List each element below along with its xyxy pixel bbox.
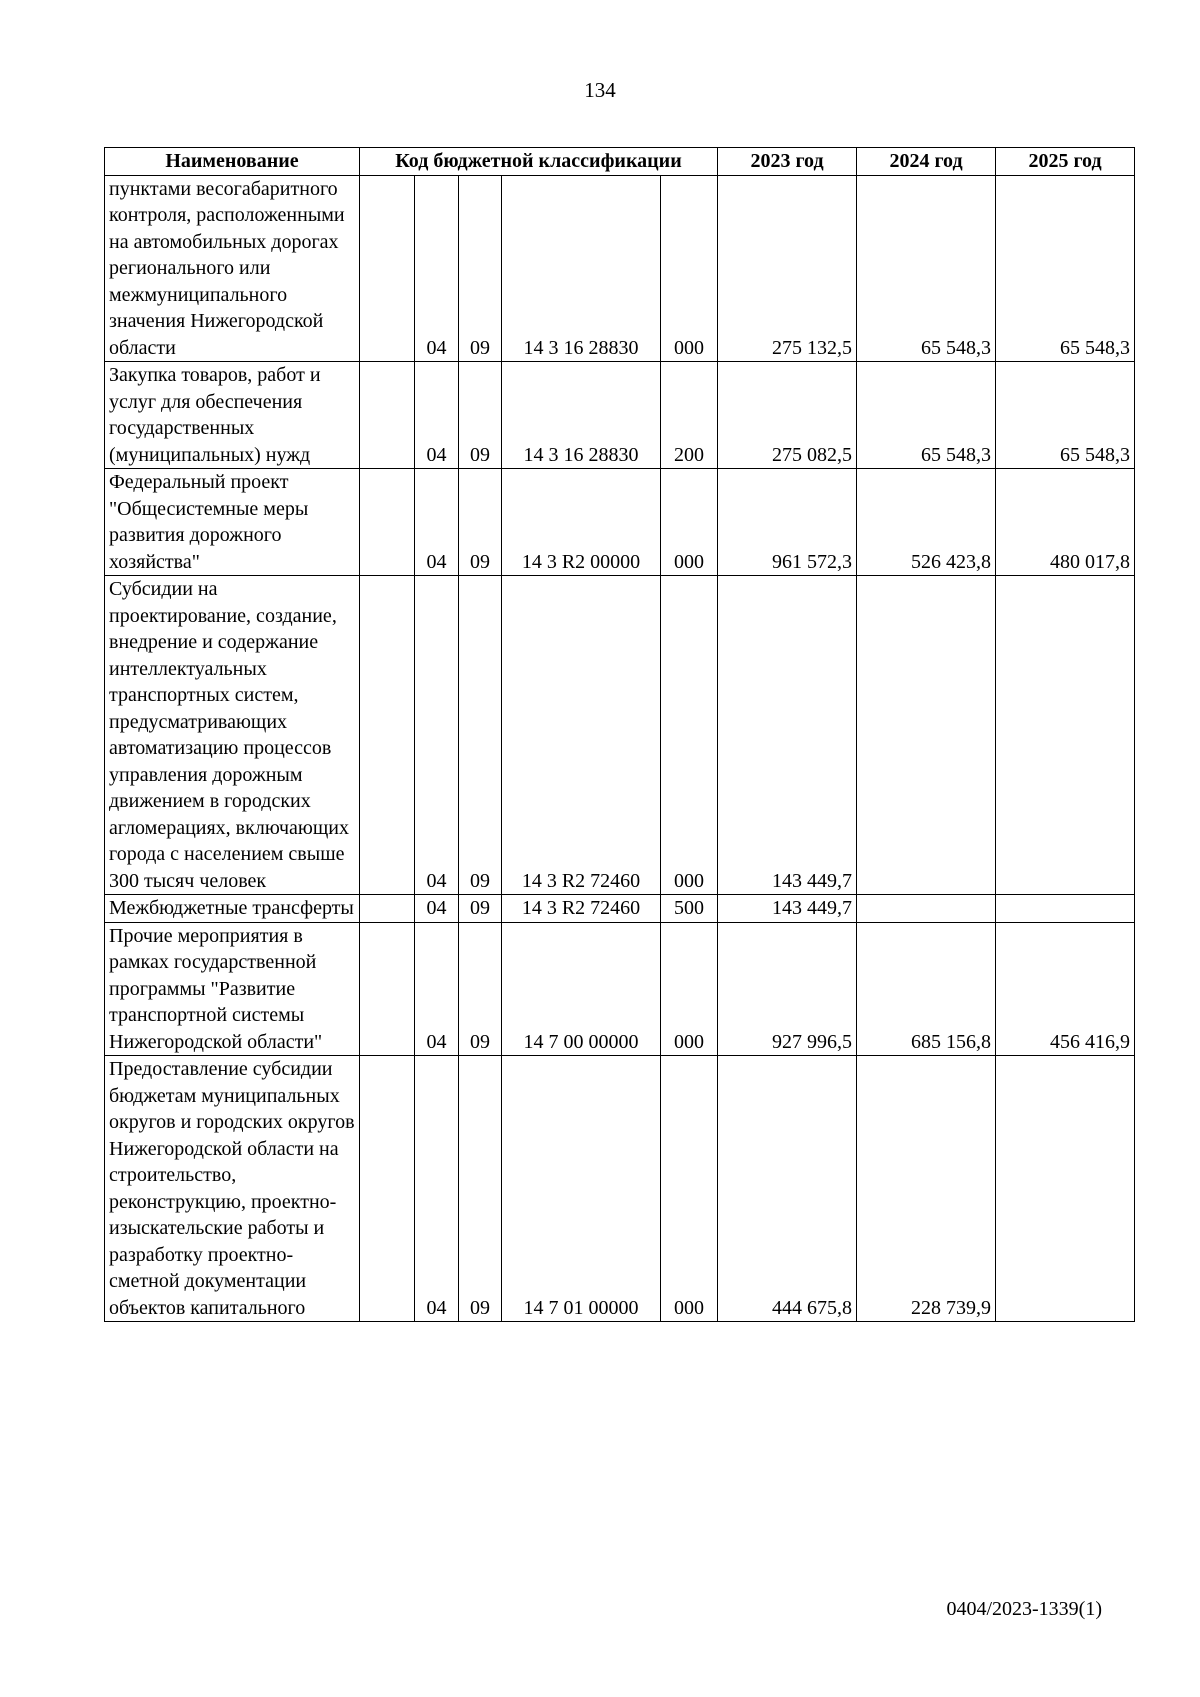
row-name: пунктами весогабаритного контроля, расположенными на автомобильных дорогах регионального или межмуниципального значения Нижегородской области: [105, 175, 360, 362]
code-blank: [360, 469, 415, 576]
table-row: [105, 362, 1135, 469]
header-2025: 2025 год: [996, 148, 1135, 176]
header-name: Наименование: [105, 148, 360, 176]
row-name: Федеральный проект "Общесистемные меры развития дорожного хозяйства": [105, 469, 360, 576]
table-row: [105, 576, 1135, 895]
value-2024: [857, 576, 996, 895]
value-2023: 275 082,5: [718, 362, 857, 469]
value-2023: 927 996,5: [718, 922, 857, 1056]
table-row: [105, 175, 1135, 362]
code-blank: [360, 1056, 415, 1322]
row-name: Предоставление субсидии бюджетам муниципальных округов и городских округов Нижегородской области на строительство, реконструкцию, проектно-изыскательские работы и разработку проектно-сметной документации объектов капитального: [105, 1056, 360, 1322]
code-expense-type: 200: [661, 362, 718, 469]
code-blank: [360, 362, 415, 469]
code-target: 14 3 R2 72460: [502, 576, 661, 895]
value-2024: [857, 895, 996, 923]
code-expense-type: 000: [661, 576, 718, 895]
code-section: 04: [415, 576, 459, 895]
code-subsection: 09: [459, 469, 502, 576]
code-blank: [360, 922, 415, 1056]
value-2024: 685 156,8: [857, 922, 996, 1056]
code-expense-type: 500: [661, 895, 718, 923]
header-row: [105, 148, 1135, 176]
row-name: Межбюджетные трансферты: [105, 895, 360, 923]
code-target: 14 3 R2 00000: [502, 469, 661, 576]
table-row: [105, 469, 1135, 576]
header-2024: 2024 год: [857, 148, 996, 176]
code-target: 14 7 01 00000: [502, 1056, 661, 1322]
code-expense-type: 000: [661, 922, 718, 1056]
value-2025: [996, 1056, 1135, 1322]
value-2023: 275 132,5: [718, 175, 857, 362]
code-blank: [360, 576, 415, 895]
value-2025: 65 548,3: [996, 362, 1135, 469]
code-blank: [360, 175, 415, 362]
code-subsection: 09: [459, 175, 502, 362]
value-2024: 65 548,3: [857, 362, 996, 469]
code-target: 14 3 16 28830: [502, 175, 661, 362]
value-2023: 143 449,7: [718, 895, 857, 923]
code-target: 14 7 00 00000: [502, 922, 661, 1056]
row-name: Закупка товаров, работ и услуг для обеспечения государственных (муниципальных) нужд: [105, 362, 360, 469]
value-2024: 526 423,8: [857, 469, 996, 576]
code-subsection: 09: [459, 1056, 502, 1322]
value-2025: [996, 576, 1135, 895]
code-target: 14 3 16 28830: [502, 362, 661, 469]
row-name: Прочие мероприятия в рамках государственной программы "Развитие транспортной системы Нижегородской области": [105, 922, 360, 1056]
value-2023: 444 675,8: [718, 1056, 857, 1322]
code-section: 04: [415, 469, 459, 576]
value-2025: [996, 895, 1135, 923]
code-section: 04: [415, 1056, 459, 1322]
table-row: [105, 922, 1135, 1056]
row-name: Субсидии на проектирование, создание, внедрение и содержание интеллектуальных транспортных систем, предусматривающих автоматизацию процессов управления дорожным движением в городских агломерациях, включающих города с населением свыше 300 тысяч человек: [105, 576, 360, 895]
code-expense-type: 000: [661, 1056, 718, 1322]
code-subsection: 09: [459, 895, 502, 923]
code-blank: [360, 895, 415, 923]
code-expense-type: 000: [661, 175, 718, 362]
page-number: 134: [584, 78, 616, 102]
code-section: 04: [415, 895, 459, 923]
code-subsection: 09: [459, 362, 502, 469]
code-expense-type: 000: [661, 469, 718, 576]
code-subsection: 09: [459, 576, 502, 895]
code-section: 04: [415, 175, 459, 362]
table-row: [105, 895, 1135, 923]
header-2023: 2023 год: [718, 148, 857, 176]
value-2025: 65 548,3: [996, 175, 1135, 362]
budget-table: [104, 147, 1135, 1322]
value-2023: 143 449,7: [718, 576, 857, 895]
table-row: [105, 1056, 1135, 1322]
value-2025: 480 017,8: [996, 469, 1135, 576]
document-code: 0404/2023-1339(1): [946, 1598, 1102, 1620]
code-section: 04: [415, 362, 459, 469]
value-2025: 456 416,9: [996, 922, 1135, 1056]
code-subsection: 09: [459, 922, 502, 1056]
value-2024: 228 739,9: [857, 1056, 996, 1322]
code-section: 04: [415, 922, 459, 1056]
value-2023: 961 572,3: [718, 469, 857, 576]
value-2024: 65 548,3: [857, 175, 996, 362]
code-target: 14 3 R2 72460: [502, 895, 661, 923]
header-code: Код бюджетной классификации: [360, 148, 718, 176]
